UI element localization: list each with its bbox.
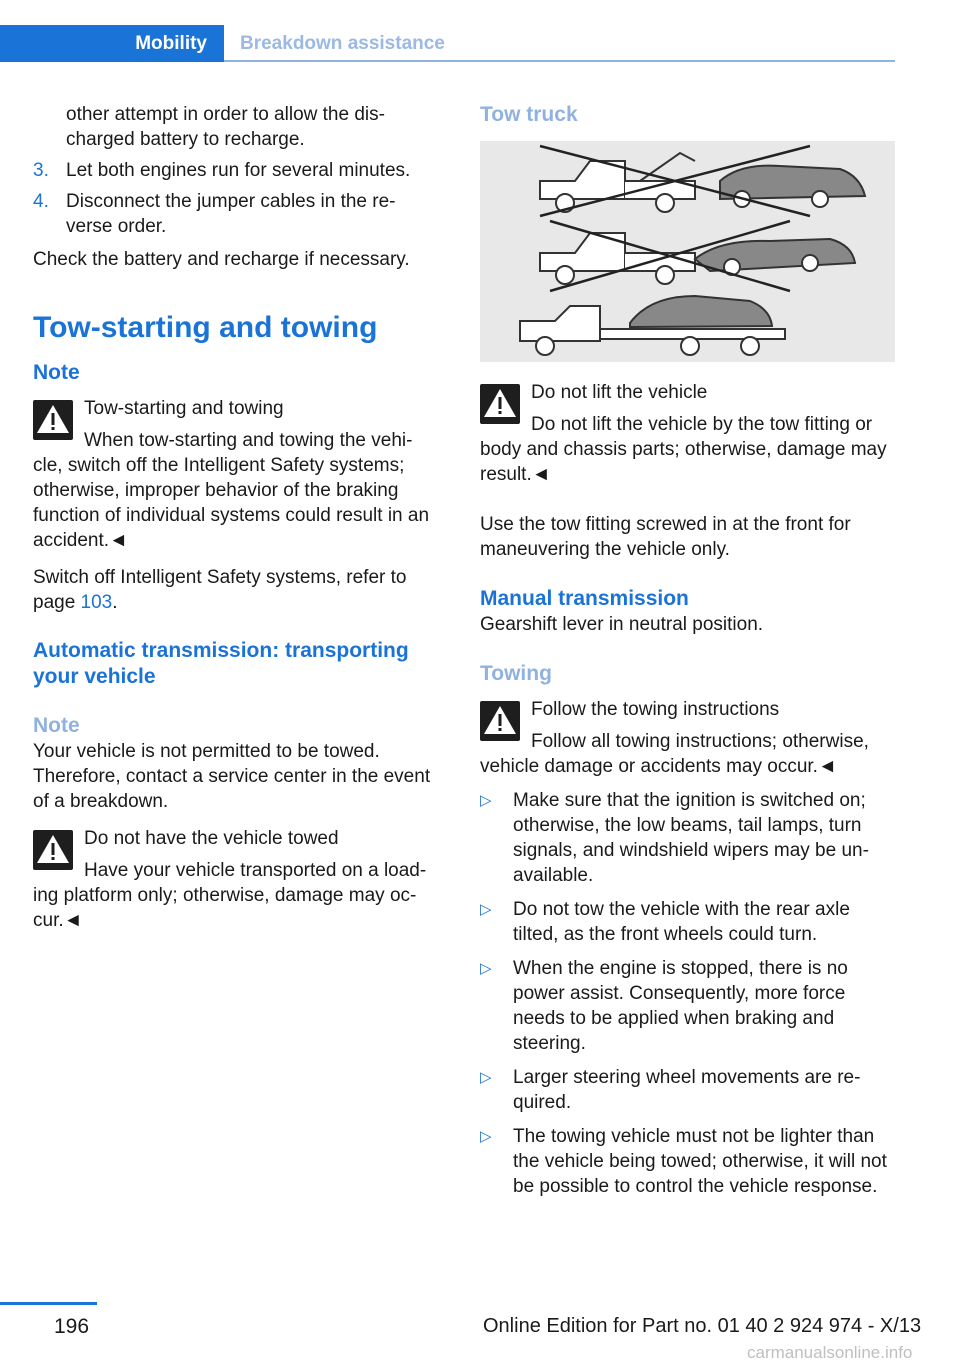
warning-body: When tow-starting and towing the vehi-cle, switch off the Intelligent Safety systems; otherwise, improper behavior of the braking function of individual systems could result in an accident.◄ bbox=[33, 430, 430, 551]
check-battery-text: Check the battery and recharge if necessary. bbox=[33, 249, 410, 270]
warning-body: Do not lift the vehicle by the tow fitting or body and chassis parts; otherwise, damage may result.◄ bbox=[480, 414, 887, 485]
warning-title: Do not have the vehicle towed bbox=[84, 828, 339, 849]
not-permitted-text: Your vehicle is not permitted to be towed. Therefore, contact a service center in the event of a breakdown. bbox=[33, 741, 431, 812]
list-item bbox=[480, 956, 896, 1056]
warning-follow-instructions bbox=[480, 697, 896, 779]
list-item bbox=[480, 1065, 896, 1115]
tow-truck-illustration bbox=[480, 141, 895, 362]
manual-transmission-heading: Manual transmission bbox=[480, 587, 689, 610]
automatic-transmission-heading: Automatic transmission: transporting your vehicle bbox=[33, 639, 409, 688]
warning-triangle-icon bbox=[480, 384, 520, 424]
bullet-text: The towing vehicle must not be lighter than the vehicle being towed; otherwise, it will not be possible to control the vehicle response. bbox=[513, 1126, 887, 1197]
towing-bullet-list bbox=[480, 788, 896, 1199]
warning-triangle-icon bbox=[33, 400, 73, 440]
step-text: Let both engines run for several minutes. bbox=[66, 160, 411, 181]
watermark-text: carmanualsonline.info bbox=[747, 1343, 913, 1362]
switch-off-text bbox=[33, 565, 440, 615]
warning-body: Have your vehicle transported on a load-ing platform only; otherwise, damage may oc-cur.◄ bbox=[33, 860, 427, 931]
bullet-text: When the engine is stopped, there is no power assist. Consequently, more force needs to be applied when braking and steering. bbox=[513, 958, 848, 1054]
step-4 bbox=[33, 189, 440, 239]
warning-title: Do not lift the vehicle bbox=[531, 382, 708, 403]
step-number: 4. bbox=[33, 191, 49, 212]
header-rule bbox=[224, 60, 895, 62]
switch-off-label: Switch off Intelligent Safety systems, refer to page bbox=[33, 567, 407, 613]
section-tab: Breakdown assistance bbox=[240, 33, 445, 54]
bullet-triangle-icon: ▷ bbox=[480, 960, 492, 977]
step-number: 3. bbox=[33, 160, 49, 181]
towing-heading: Towing bbox=[480, 662, 552, 685]
bullet-triangle-icon: ▷ bbox=[480, 1128, 492, 1145]
list-item bbox=[480, 897, 896, 947]
warning-title: Tow-starting and towing bbox=[84, 398, 284, 419]
bullet-triangle-icon: ▷ bbox=[480, 901, 492, 918]
bullet-text: Do not tow the vehicle with the rear axle tilted, as the front wheels could turn. bbox=[513, 899, 850, 945]
continued-step-text: other attempt in order to allow the dis-charged battery to recharge. bbox=[66, 104, 385, 150]
manual-transmission-text: Gearshift lever in neutral position. bbox=[480, 614, 764, 635]
edition-text: Online Edition for Part no. 01 40 2 924 974 - X/13 bbox=[483, 1315, 922, 1337]
list-item bbox=[480, 788, 896, 888]
period: . bbox=[112, 592, 118, 613]
warning-do-not-lift bbox=[480, 380, 896, 487]
warning-body: Follow all towing instructions; otherwise, vehicle damage or accidents may occur.◄ bbox=[480, 731, 869, 777]
warning-triangle-icon bbox=[33, 830, 73, 870]
step-text: Disconnect the jumper cables in the re-verse order. bbox=[66, 191, 396, 237]
chapter-tab: Mobility bbox=[0, 25, 224, 62]
tow-truck-diagram bbox=[480, 141, 895, 362]
note-subheading: Note bbox=[33, 714, 80, 737]
note-heading: Note bbox=[33, 361, 80, 384]
section-title: Tow-starting and towing bbox=[33, 311, 378, 344]
tow-fitting-text: Use the tow fitting screwed in at the front for maneuvering the vehicle only. bbox=[480, 514, 851, 560]
page-reference-link[interactable]: 103 bbox=[80, 592, 113, 613]
bullet-triangle-icon: ▷ bbox=[480, 1069, 492, 1086]
bullet-text: Make sure that the ignition is switched on; otherwise, the low beams, tail lamps, turn signals, and windshield wipers may be un-available. bbox=[513, 790, 869, 886]
footer-rule bbox=[0, 1302, 97, 1305]
bullet-triangle-icon: ▷ bbox=[480, 792, 492, 809]
warning-title: Follow the towing instructions bbox=[531, 699, 780, 720]
step-3 bbox=[33, 158, 440, 183]
tow-truck-heading: Tow truck bbox=[480, 103, 578, 126]
list-item bbox=[480, 1124, 896, 1199]
right-column bbox=[480, 102, 896, 1199]
left-column bbox=[33, 102, 440, 933]
warning-triangle-icon bbox=[480, 701, 520, 741]
page-number: 196 bbox=[54, 1315, 90, 1338]
bullet-text: Larger steering wheel movements are re-quired. bbox=[513, 1067, 861, 1113]
page-header bbox=[0, 25, 895, 62]
warning-tow-starting bbox=[33, 396, 440, 553]
warning-do-not-tow bbox=[33, 826, 440, 933]
